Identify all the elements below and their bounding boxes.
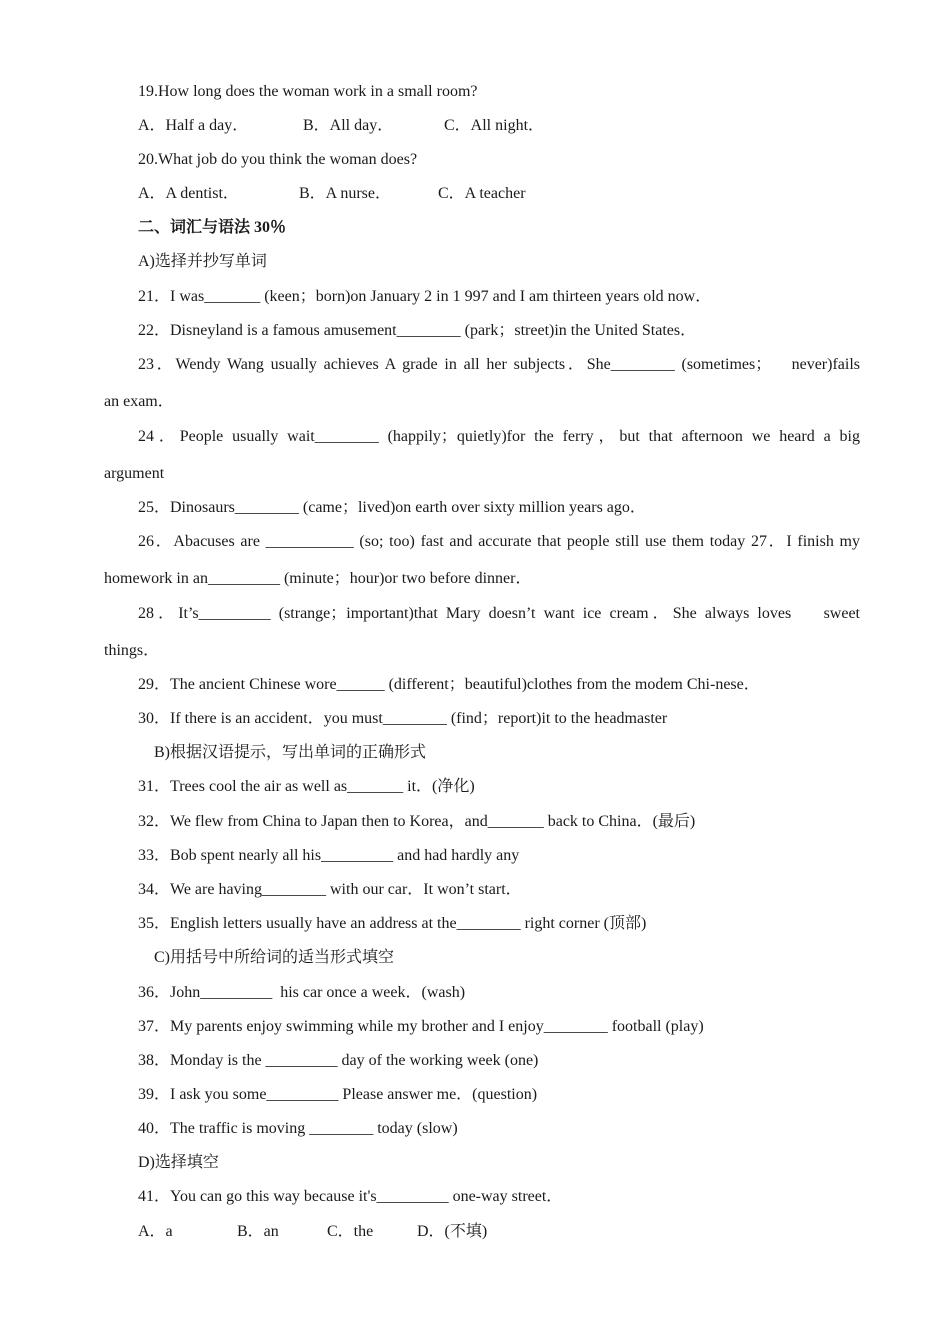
question-30: 30．If there is an accident．you must________ (find；report)it to the headmaster	[138, 710, 668, 727]
option-a: A．A dentist．	[138, 185, 239, 202]
question-21: 21．I was_______ (keen；born)on January 2 in 1 997 and I am thirteen years old now．	[138, 288, 712, 305]
option-c: C．the	[327, 1223, 374, 1240]
option-c: C．A teacher	[438, 185, 526, 202]
question-23-cont: an exam．	[104, 393, 174, 410]
question-31: 31．Trees cool the air as well as_______ it．(净化)	[138, 778, 475, 795]
option-b: B．an	[237, 1223, 279, 1240]
question-23: 23．Wendy Wang usually achieves A grade in all her subjects．She________ (sometimes； never)fails	[138, 356, 860, 373]
option-d: D．(不填)	[417, 1223, 488, 1240]
question-20: 20.What job do you think the woman does?	[138, 151, 418, 168]
question-28-cont: things．	[104, 642, 160, 659]
question-39: 39．I ask you some_________ Please answer me．(question)	[138, 1086, 538, 1103]
question-37: 37．My parents enjoy swimming while my brother and I enjoy________ football (play)	[138, 1018, 704, 1035]
question-41: 41．You can go this way because it's_________ one-way street．	[138, 1188, 563, 1205]
question-26-cont: homework in an_________ (minute；hour)or two before dinner．	[104, 570, 532, 587]
part-b-heading: B)根据汉语提示，写出单词的正确形式	[154, 744, 427, 761]
option-c: C．All night．	[444, 117, 545, 134]
question-38: 38．Monday is the _________ day of the working week (one)	[138, 1052, 539, 1069]
option-b: B．All day．	[303, 117, 394, 134]
question-35: 35．English letters usually have an address at the________ right corner (顶部)	[138, 915, 647, 932]
option-a: A．Half a day．	[138, 117, 249, 134]
question-28: 28．It’s_________ (strange；important)that Mary doesn’t want ice cream．She always loves sweet	[138, 605, 861, 622]
option-b: B．A nurse．	[299, 185, 392, 202]
question-34: 34．We are having________ with our car．It won’t start．	[138, 881, 522, 898]
question-26: 26．Abacuses are ___________ (so; too) fast and accurate that people still use them today 27．I finish my	[138, 533, 860, 550]
question-24-cont: argument	[104, 465, 165, 482]
question-41-options	[138, 1222, 488, 1342]
question-40: 40．The traffic is moving ________ today (slow)	[138, 1120, 458, 1137]
part-c-heading: C)用括号中所给词的适当形式填空	[154, 949, 395, 966]
question-22: 22．Disneyland is a famous amusement________ (park；street)in the United States．	[138, 322, 697, 339]
part-d-heading: D)选择填空	[138, 1154, 219, 1171]
question-24: 24．People usually wait________ (happily；quietly)for the ferry，but that afternoon we heard a big	[138, 428, 860, 445]
question-29: 29．The ancient Chinese wore______ (different；beautiful)clothes from the modem Chi-nese．	[138, 676, 760, 693]
part-a-heading: A)选择并抄写单词	[138, 253, 267, 270]
question-32: 32．We flew from China to Japan then to Korea，and_______ back to China．(最后)	[138, 813, 696, 830]
question-36: 36．John_________ his car once a week．(wash)	[138, 984, 466, 1001]
question-33: 33．Bob spent nearly all his_________ and had hardly any	[138, 847, 520, 864]
option-a: A．a	[138, 1223, 173, 1240]
question-19: 19.How long does the woman work in a small room?	[138, 83, 478, 100]
question-25: 25．Dinosaurs________ (came；lived)on earth over sixty million years ago．	[138, 499, 646, 516]
section-heading: 二、词汇与语法 30％	[138, 219, 287, 236]
